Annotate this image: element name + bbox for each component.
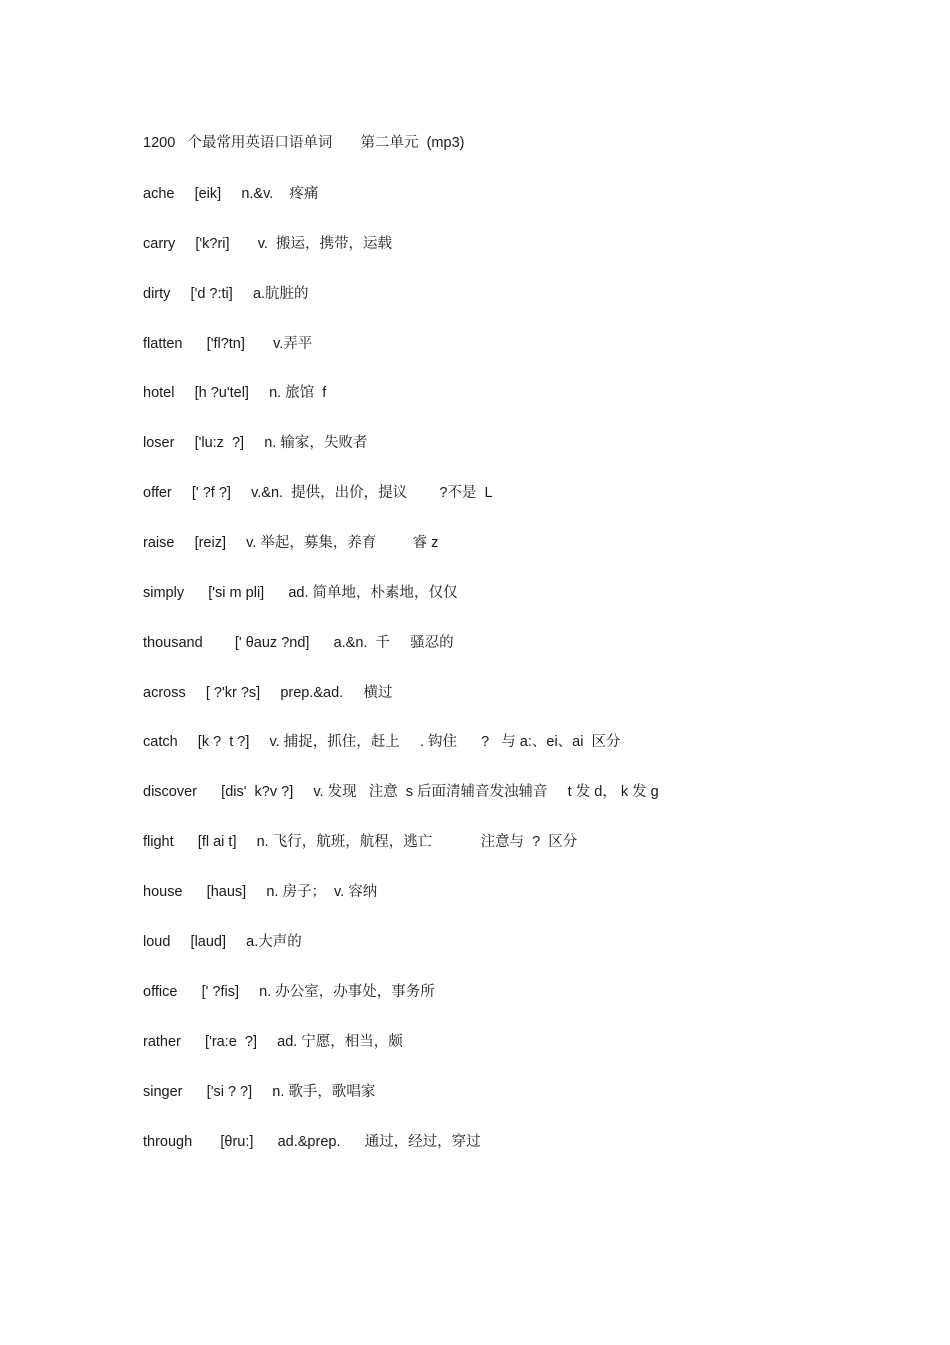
word-entry: rather ['ra:e ?] ad. 宁愿，相当，颇: [143, 1034, 403, 1050]
word-entry: thousand [' θauz ?nd] a.&n. 千 骚忍的: [143, 635, 454, 651]
word-entry: through [θru:] ad.&prep. 通过，经过，穿过: [143, 1134, 481, 1150]
word-entry: discover [dis' k?v ?] v. 发现 注意 s 后面清辅音发浊辅音 t 发 d， k 发 g: [143, 784, 659, 800]
word-entry: house [haus] n. 房子； v. 容纳: [143, 884, 378, 900]
word-entry: raise [reiz] v. 举起，募集，养育 睿 z: [143, 535, 439, 551]
word-entry: loser ['lu:z ?] n. 输家，失败者: [143, 435, 368, 451]
word-entry: simply ['si m pli] ad. 简单地，朴素地，仅仅: [143, 585, 458, 601]
word-entry: flight [fl ai t] n. 飞行，航班，航程，逃亡 注意与 ? 区分: [143, 834, 578, 850]
word-entry: flatten ['fl?tn] v.弄平: [143, 336, 313, 352]
word-entry: catch [k ? t ?] v. 捕捉，抓住，赶上 . 钩住 ? 与 a:、ei、ai 区分: [143, 734, 621, 750]
word-entry: carry ['k?ri] v. 搬运，携带，运载: [143, 236, 393, 252]
word-entry: ache [eik] n.&v. 疼痛: [143, 186, 319, 202]
word-entry: hotel [h ?u'tel] n. 旅馆 f: [143, 385, 327, 401]
word-entry: across [ ?'kr ?s] prep.&ad. 横过: [143, 685, 393, 701]
word-entry: singer ['si ? ?] n. 歌手，歌唱家: [143, 1084, 376, 1100]
page-title: 1200 个最常用英语口语单词 第二单元 (mp3): [143, 135, 465, 151]
word-entry: loud [laud] a.大声的: [143, 934, 302, 950]
word-entry: dirty ['d ?:ti] a.肮脏的: [143, 286, 309, 302]
word-entry: offer [' ?f ?] v.&n. 提供，出价，提议 ?不是 L: [143, 485, 493, 501]
word-entry: office [' ?fis] n. 办公室，办事处，事务所: [143, 984, 435, 1000]
